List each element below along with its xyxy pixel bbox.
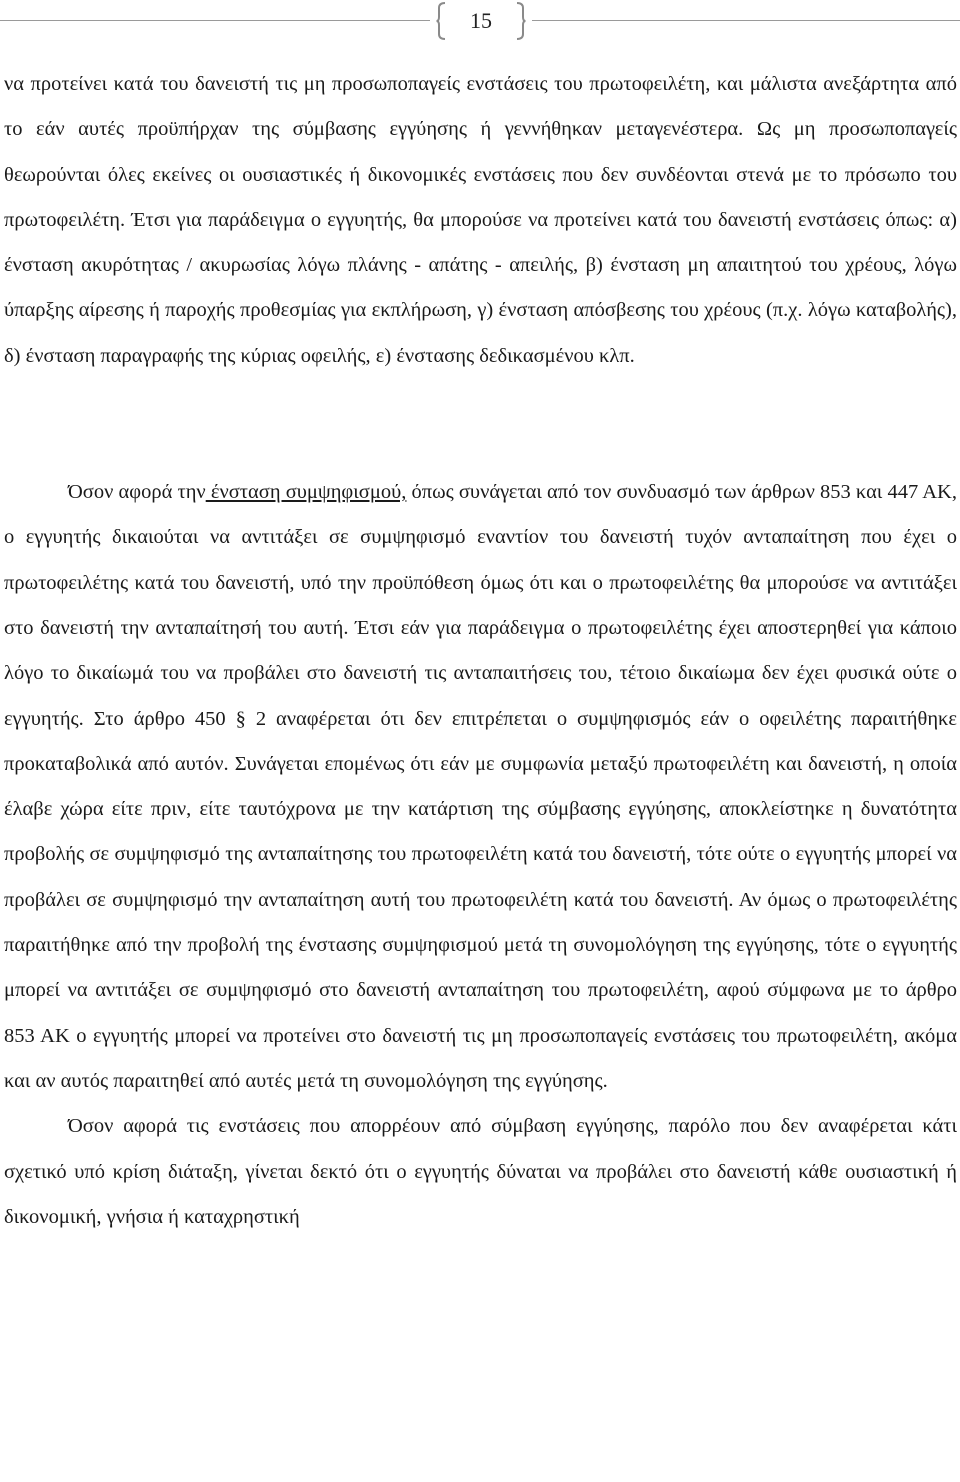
paragraph-contract-defenses: Όσον αφορά τις ενστάσεις που απορρέουν από σύμβαση εγγύησης, παρόλο που δεν αναφέρεται κάτι σχετικό υπό κρίση διάταξη, γίνεται δεκτό ότι ο εγγυητής δύναται να προβάλει στο δανειστή κάθε ουσιαστική ή δικονομική, γνήσια ή καταχρηστική <box>4 1115 957 1228</box>
paragraph-guarantor-defenses: να προτείνει κατά του δανειστή τις μη προσωποπαγείς ενστάσεις του πρωτοφειλέτη, και μάλιστα ανεξάρτητα από το εάν αυτές προϋπήρχαν της σύμβασης εγγύησης ή γεννήθηκαν μεταγενέστερα. Ως μη προσωποπαγείς θεωρούνται όλες εκείνες οι ουσιαστικές ή δικονομικές ενστάσεις που δεν συνδέονται στενά με το πρόσωπο του πρωτοφειλέτη. Έτσι για παράδειγμα ο εγγυητής, θα μπορούσε να προτείνει κατά του δανειστή ενστάσεις όπως: α) ένσταση ακυρότητας / ακυρωσίας λόγω πλάνης - απάτης - απειλής, β) ένσταση μη απαιτητού του χρέους, λόγω ύπαρξης αίρεσης ή παροχής προθεσμίας για εκπλήρωση, γ) ένσταση απόσβεσης του χρέους (π.χ. λόγω καταβολής), δ) ένσταση παραγραφής της κύριας οφειλής, ε) ένστασης δεδικασμένου κλπ. <box>4 73 957 367</box>
header-rule-right <box>532 20 960 21</box>
page-header <box>0 0 960 46</box>
set-off-term: ένσταση συμψηφισμού, <box>205 481 407 504</box>
document-body <box>4 62 957 1240</box>
header-rule-left <box>0 20 430 21</box>
page-number: 15 <box>470 8 492 33</box>
page-number-box <box>436 2 526 40</box>
paragraph-set-off-defense <box>4 470 957 1104</box>
paragraph-set-off-intro: Όσον αφορά την <box>68 481 206 504</box>
right-brace-icon <box>516 2 526 40</box>
paragraph-set-off-body: όπως συνάγεται από τον συνδυασμό των άρθρων 853 και 447 ΑΚ, ο εγγυητής δικαιούται να αντιτάξει σε συμψηφισμό εναντίον του δανειστή τυχόν ανταπαίτηση που έχει ο πρωτοφειλέτης κατά του δανειστή, υπό την προϋπόθεση όμως ότι και ο πρωτοφειλέτης θα μπορούσε να αντιτάξει στο δανειστή την ανταπαίτησή του αυτή. Έτσι εάν για παράδειγμα ο πρωτοφειλέτης έχει αποστερηθεί για κάποιο λόγο το δικαίωμά του να προβάλει στο δανειστή τις ανταπαιτήσεις του, τέτοιο δικαίωμα δεν έχει φυσικά ούτε ο εγγυητής. Στο άρθρο 450 § 2 αναφέρεται ότι δεν επιτρέπεται ο συμψηφισμός εάν ο οφειλέτης παραιτήθηκε προκαταβολικά από αυτόν. Συνάγεται επομένως ότι εάν με συμφωνία μεταξύ πρωτοφειλέτη και δανειστή, η οποία έλαβε χώρα είτε πριν, είτε ταυτόχρονα με την κατάρτιση της σύμβασης εγγύησης, αποκλείστηκε η δυνατότητα προβολής σε συμψηφισμό της ανταπαίτησης του πρωτοφειλέτη κατά του δανειστή, τότε ούτε ο εγγυητής μπορεί να προβάλει σε συμψηφισμό την ανταπαίτηση αυτή του πρωτοφειλέτη κατά του δανειστή. Αν όμως ο πρωτοφειλέτης παραιτήθηκε από την προβολή της ένστασης συμψηφισμού μετά τη συνομολόγηση της εγγύησης, τότε ο εγγυητής μπορεί να αντιτάξει σε συμψηφισμό στο δανειστή ανταπαίτηση του πρωτοφειλέτη, αφού σύμφωνα με το άρθρο 853 ΑΚ ο εγγυητής μπορεί να προτείνει στο δανειστή τις μη προσωποπαγείς ενστάσεις του πρωτοφειλέτη, ακόμα και αν αυτός παραιτηθεί από αυτές μετά τη συνομολόγηση της εγγύησης. <box>4 481 957 1092</box>
